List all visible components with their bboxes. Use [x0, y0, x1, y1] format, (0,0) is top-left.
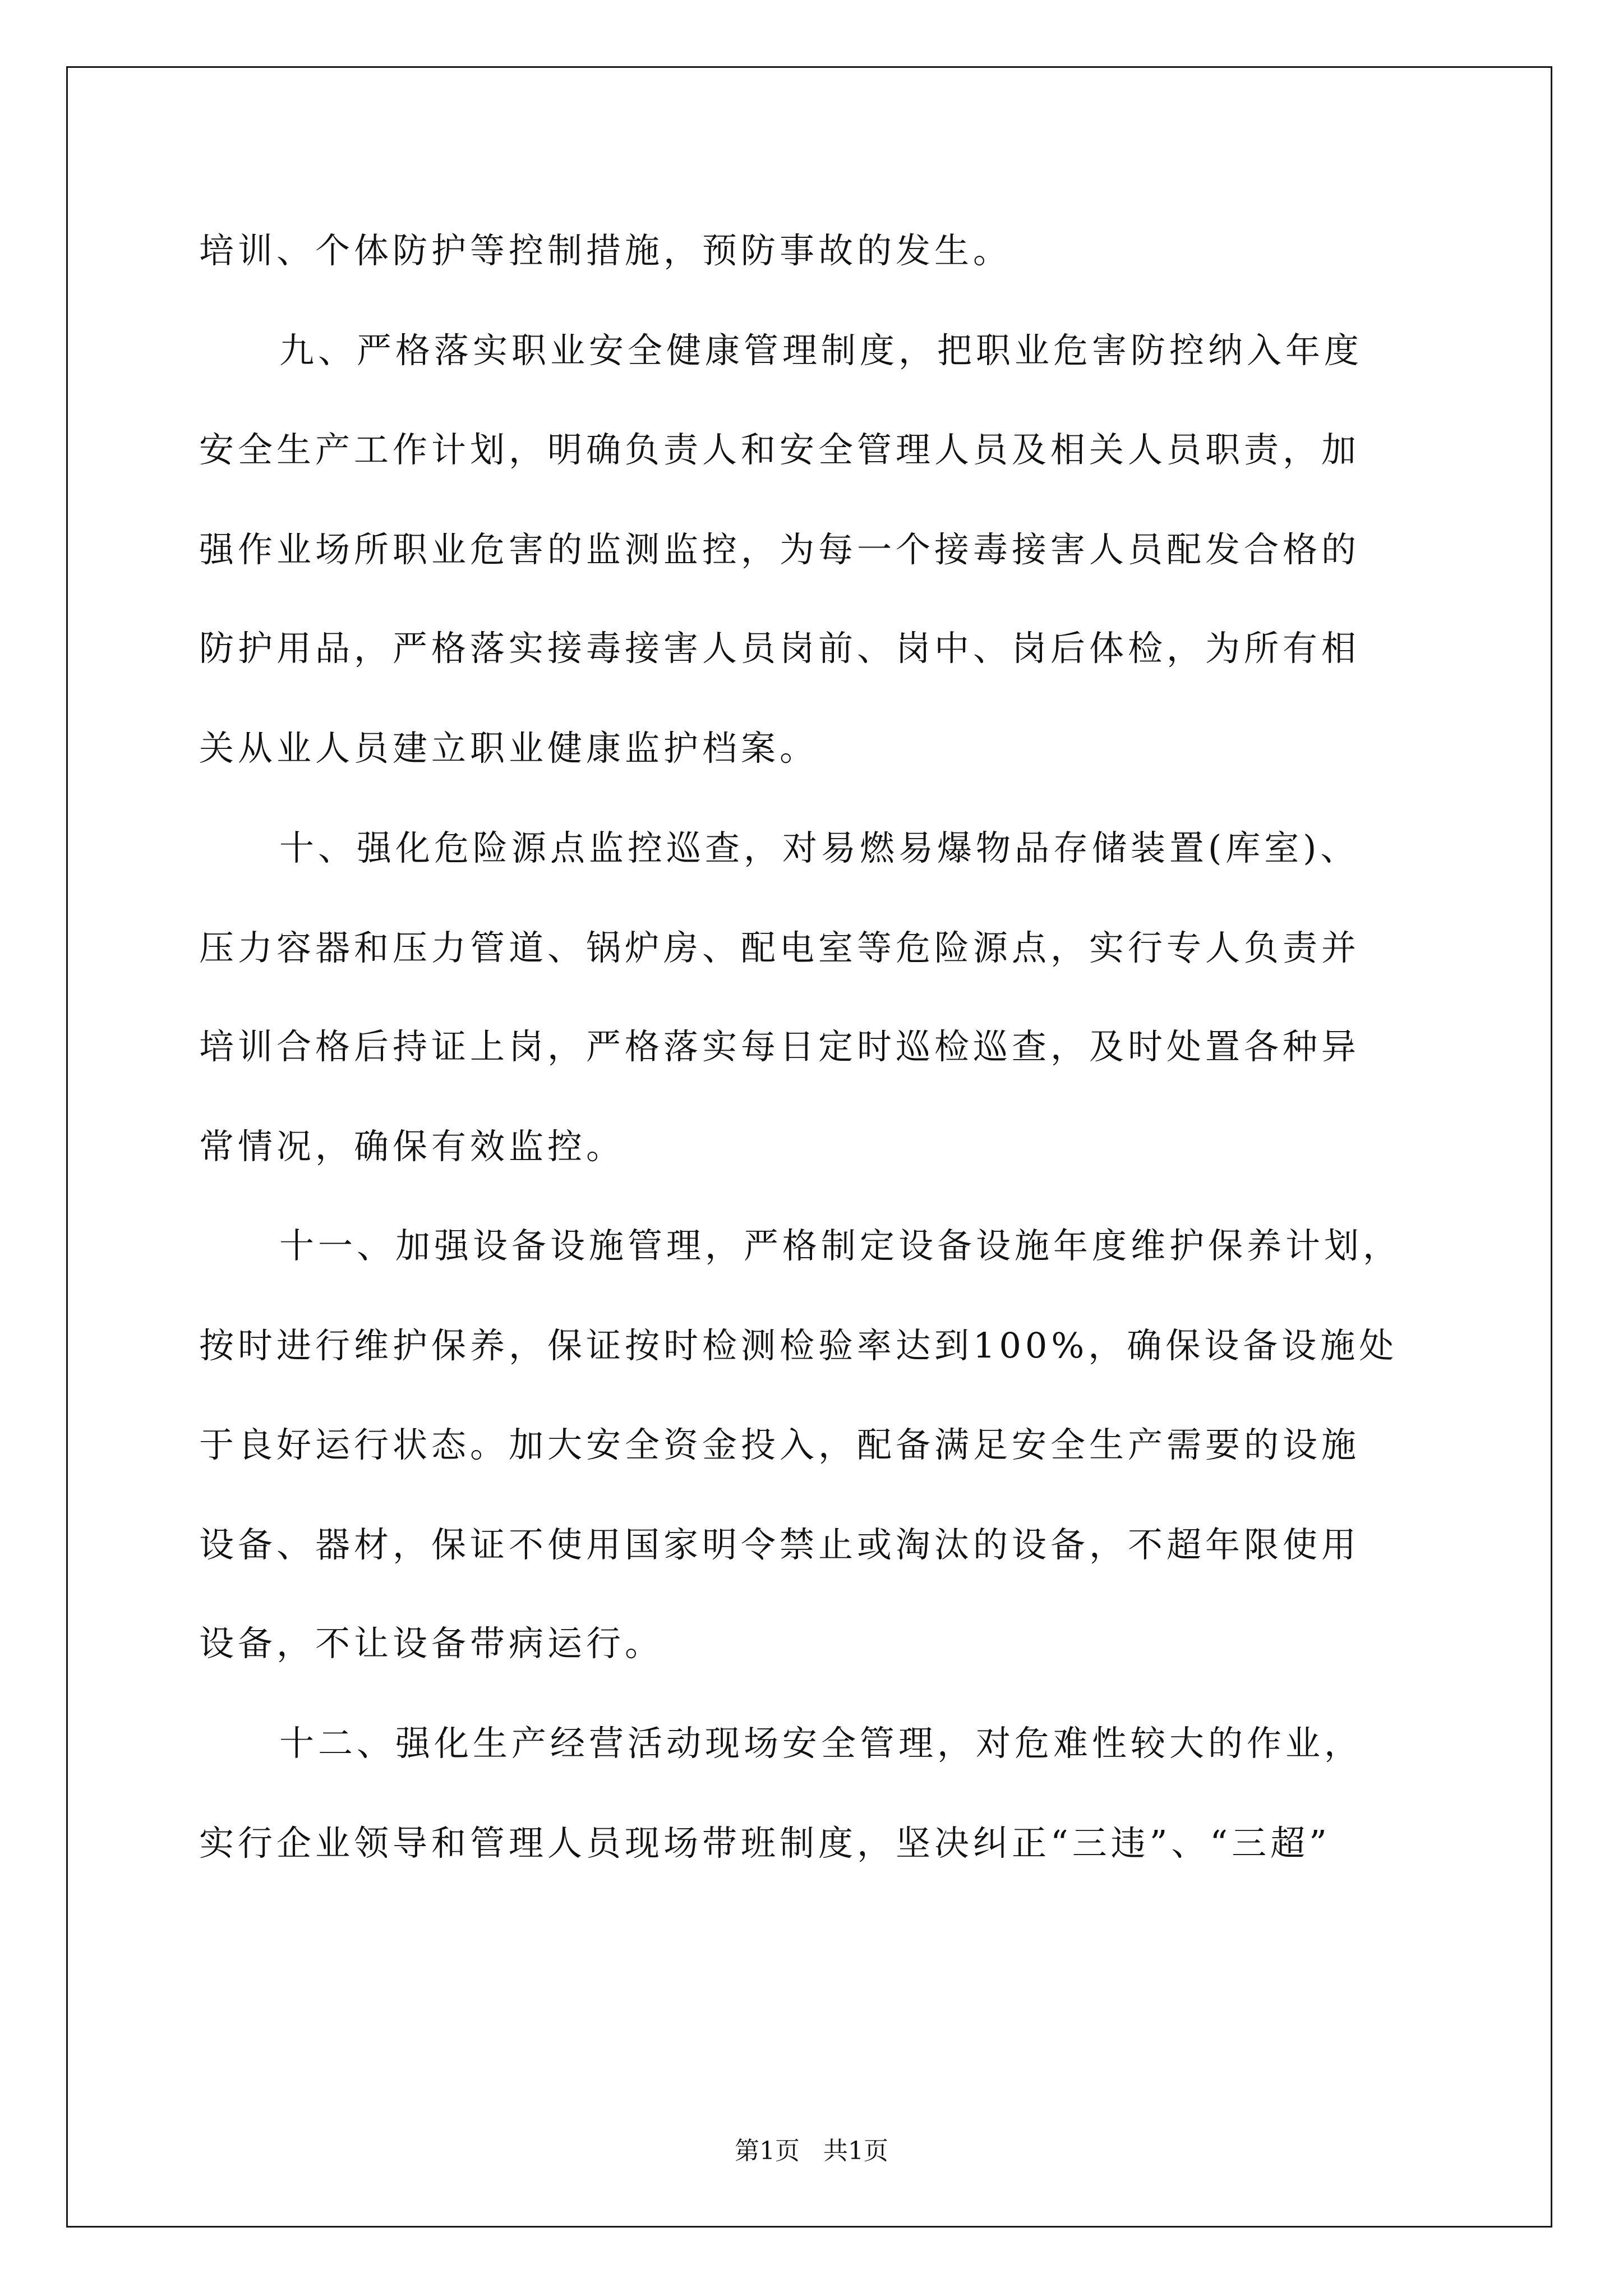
body-line-16: 十二、强化生产经营活动现场安全管理，对危难性较大的作业， — [279, 1723, 1363, 1764]
body-line-17: 实行企业领导和管理人员现场带班制度，坚决纠正“三违”、“三超” — [199, 1823, 1331, 1864]
body-line-12: 按时进行维护保养，保证按时检测检验率达到100%，确保设备设施处 — [199, 1325, 1398, 1366]
body-line-14: 设备、器材，保证不使用国家明令禁止或淘汰的设备，不超年限使用 — [199, 1524, 1361, 1565]
page-number-footer: 第1页 共1页 — [735, 2137, 888, 2165]
body-line-5: 防护用品，严格落实接毒接害人员岗前、岗中、岗后体检，为所有相 — [199, 628, 1361, 669]
body-line-9: 培训合格后持证上岗，严格落实每日定时巡检巡查，及时处置各种异 — [199, 1026, 1361, 1067]
body-line-15: 设备，不让设备带病运行。 — [199, 1623, 664, 1664]
body-line-11: 十一、加强设备设施管理，严格制定设备设施年度维护保养计划， — [279, 1225, 1402, 1266]
body-line-3: 安全生产工作计划，明确负责人和安全管理人员及相关人员职责，加 — [199, 429, 1361, 470]
body-line-8: 压力容器和压力管道、锅炉房、配电室等危险源点，实行专人负责并 — [199, 927, 1361, 968]
body-line-1: 培训、个体防护等控制措施，预防事故的发生。 — [199, 230, 1012, 271]
body-line-13: 于良好运行状态。加大安全资金投入，配备满足安全生产需要的设施 — [199, 1424, 1361, 1465]
body-line-4: 强作业场所职业危害的监测监控，为每一个接毒接害人员配发合格的 — [199, 529, 1361, 570]
body-line-2: 九、严格落实职业安全健康管理制度，把职业危害防控纳入年度 — [279, 330, 1363, 371]
body-line-10: 常情况，确保有效监控。 — [199, 1126, 625, 1167]
body-line-6: 关从业人员建立职业健康监护档案。 — [199, 728, 819, 769]
body-line-7: 十、强化危险源点监控巡查，对易燃易爆物品存储装置(库室)、 — [279, 827, 1359, 868]
